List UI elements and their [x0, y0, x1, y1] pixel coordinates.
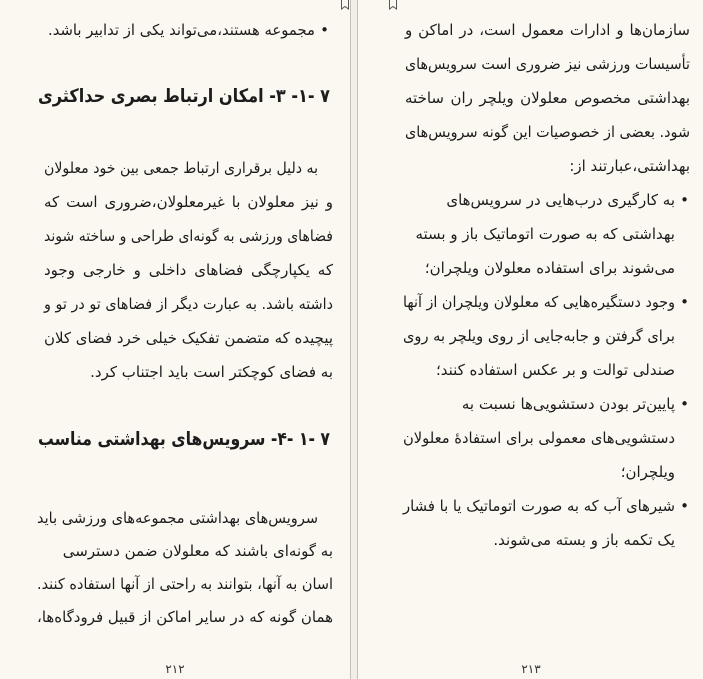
- text-line: بهداشتی که به صورت اتوماتیک باز و بسته: [415, 225, 675, 243]
- text-line: که یکپارچگی فضاهای داخلی و خارجی وجود: [44, 261, 333, 279]
- bookmark-icon[interactable]: [340, 0, 350, 10]
- text-line: دستشویی‌های معمولی برای استفادهٔ معلولان: [403, 429, 675, 447]
- text-line: سرویس‌های بهداشتی مجموعه‌های ورزشی باید: [36, 509, 318, 527]
- text-line: به دلیل برقراری ارتباط جمعی بین خود معلولان: [44, 159, 319, 177]
- text-line: همان گونه که در سایر اماکن از قبیل فرودگاه‌ها،: [37, 608, 333, 626]
- bullet-item: [403, 285, 689, 387]
- bookmark-icon[interactable]: [388, 0, 398, 10]
- bullet-text: [403, 387, 675, 489]
- left-page[interactable]: [0, 0, 351, 679]
- paragraph: [44, 151, 333, 389]
- bullet-marker: •: [320, 21, 329, 39]
- bullet-text: [48, 13, 315, 47]
- text-line: بهداشتی،عبارتند از:: [569, 157, 690, 175]
- text-line: سازمان‌ها و ادارات معمول است، در اماکن و: [405, 21, 690, 39]
- text-line: شیرهای آب که به صورت اتوماتیک یا با فشار: [403, 497, 675, 515]
- text-line: می‌شوند برای استفاده معلولان ویلچران؛: [424, 259, 675, 277]
- text-line: فضاهای ورزشی به گونه‌ای طراحی و ساخته شوند: [44, 227, 334, 245]
- text-line: شود. بعضی از خصوصیات این گونه سرویس‌های: [405, 123, 690, 141]
- text-line: مجموعه هستند،می‌تواند یکی از تدابیر باشد.: [48, 21, 316, 39]
- text-line: و نیز معلولان با غیرمعلولان،ضروری است که: [44, 193, 333, 211]
- bullet-item: [403, 183, 689, 285]
- right-page[interactable]: [357, 0, 703, 679]
- text-line: داشته باشد. به عبارت دیگر از فضاهای تو در تو و: [44, 295, 333, 313]
- text-line: یک تکمه باز و بسته می‌شوند.: [493, 531, 675, 549]
- bullet-text: [403, 285, 675, 387]
- bullet-text: [403, 489, 675, 557]
- bullet-marker: •: [680, 395, 689, 413]
- bullet-item: [403, 489, 689, 557]
- text-line: بهداشتی مخصوص معلولان ویلچر ران ساخته: [405, 89, 690, 107]
- paragraph: [37, 502, 333, 634]
- text-line: به کارگیری درب‌هایی در سرویس‌های: [446, 191, 675, 209]
- bullet-marker: •: [680, 191, 689, 209]
- text-line: به فضای کوچکتر است باید اجتناب کرد.: [90, 363, 333, 381]
- text-line: صندلی توالت و بر عکس استفاده کنند؛: [435, 361, 675, 379]
- text-line: تأسیسات ورزشی نیز ضروری است سرویس‌های: [405, 55, 690, 73]
- section-heading: ۷ -۱- ۳- امکان ارتباط بصری حداکثری: [37, 86, 330, 107]
- section-heading: ۷ -۱ -۴- سرویس‌های بهداشتی مناسب: [38, 429, 330, 450]
- bullet-list: [403, 183, 689, 557]
- bullet-item: [48, 13, 329, 47]
- bullet-marker: •: [680, 293, 689, 311]
- text-line: پایین‌تر بودن دستشویی‌ها نسبت به: [461, 395, 675, 413]
- bullet-item: [403, 387, 689, 489]
- page-number: ۲۱۳: [521, 662, 541, 676]
- text-line: اسان به آنها، بتوانند به راحتی از آنها استفاده کنند.: [37, 575, 334, 593]
- bullet-text: [403, 183, 675, 285]
- text-line: پیچیده که متضمن تفکیک خیلی خرد فضای کلان: [44, 329, 333, 347]
- text-line: برای گرفتن و جابه‌جایی از روی ویلچر به روی: [403, 327, 675, 345]
- text-line: ویلچران؛: [620, 463, 675, 481]
- text-line: به گونه‌ای باشند که معلولان ضمن دسترسی: [62, 542, 333, 560]
- text-line: وجود دستگیره‌هایی که معلولان ویلچران از آنها: [403, 293, 675, 311]
- bullet-marker: •: [680, 497, 689, 515]
- page-number: ۲۱۲: [165, 662, 185, 676]
- paragraph: [405, 13, 690, 183]
